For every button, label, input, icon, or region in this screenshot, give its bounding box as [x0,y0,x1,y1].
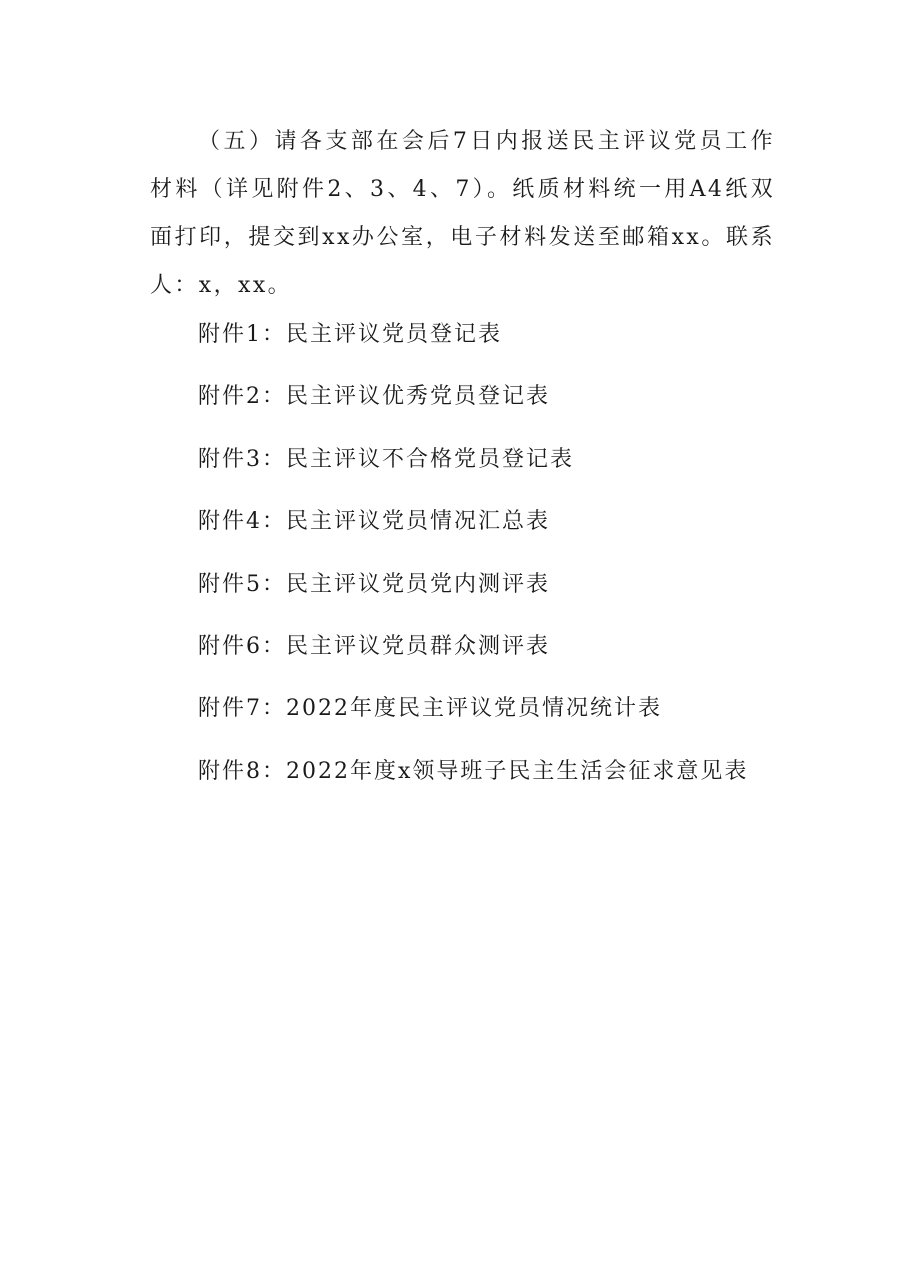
attachment-item: 附件8：2022年度x领导班子民主生活会征求意见表 [198,758,749,784]
attachment-list [198,313,748,812]
notice-paragraph: （五）请各支部在会后7日内报送民主评议党员工作材料（详见附件2、3、4、7）。纸质材料统一用A4纸双面打印，提交到xx办公室，电子材料发送至邮箱xx。联系人：x，xx。 [150,129,775,298]
attachment-item: 附件7：2022年度民主评议党员情况统计表 [198,696,662,722]
attachment-item: 附件1：民主评议党员登记表 [198,322,502,347]
attachment-item: 附件6：民主评议党员群众测评表 [198,633,550,659]
attachment-item: 附件4：民主评议党员情况汇总表 [198,509,550,535]
attachment-item: 附件2：民主评议优秀党员登记表 [198,384,550,410]
attachment-item: 附件5：民主评议党员党内测评表 [198,571,550,597]
attachment-item: 附件3：民主评议不合格党员登记表 [198,446,574,472]
